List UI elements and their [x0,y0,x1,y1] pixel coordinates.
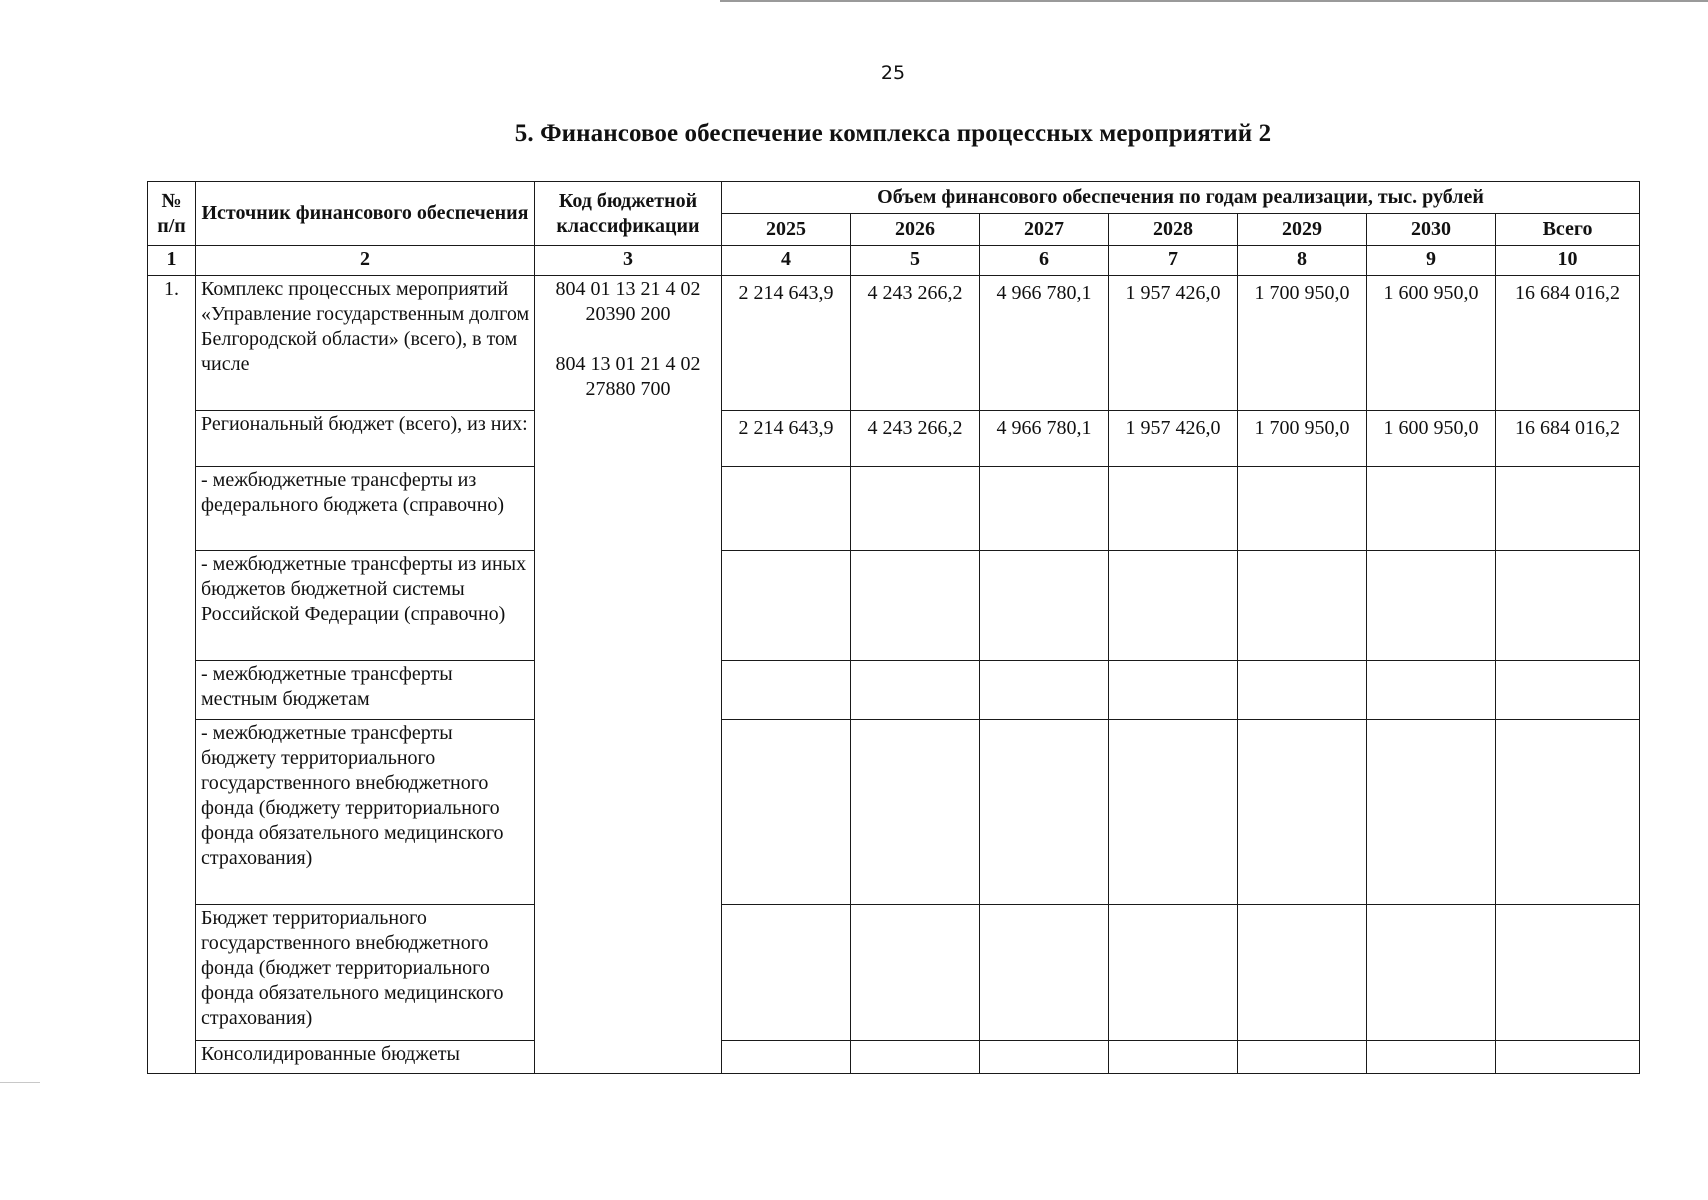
value-cell [1367,467,1496,551]
value-cell [1109,905,1238,1041]
value-cell [1496,661,1640,720]
row-label: Бюджет территориального государственного внебюджетного фонда (бюджет территориального фонда обязательного медицинского страхования) [196,905,535,1041]
budget-code: 27880 700 [585,378,671,400]
header-year-2027: 2027 [980,214,1109,246]
value-cell [722,1041,851,1074]
value-cell: 2 214 643,9 [722,411,851,467]
table-row [148,1041,1640,1074]
code-spacer [538,327,718,352]
value-cell [980,661,1109,720]
value-cell [722,661,851,720]
value-cell [1238,1041,1367,1074]
table-row [148,411,1640,467]
column-number: 2 [196,246,535,276]
header-source: Источник финансового обеспечения [196,182,535,246]
value-cell [1496,467,1640,551]
value-cell [851,1041,980,1074]
column-number-row [148,246,1640,276]
value-cell [980,1041,1109,1074]
value-cell: 1 600 950,0 [1367,411,1496,467]
header-year-2026: 2026 [851,214,980,246]
row-label: Комплекс процессных мероприятий «Управление государственным долгом Белгородской области» (всего), в том числе [196,276,535,411]
value-cell [1496,1041,1640,1074]
value-cell [851,661,980,720]
value-cell [1367,551,1496,661]
table-row [148,661,1640,720]
table-row [148,905,1640,1041]
value-cell [980,467,1109,551]
value-cell [980,551,1109,661]
table-row [148,276,1640,411]
value-cell [1367,720,1496,905]
value-cell [1367,905,1496,1041]
value-cell: 4 243 266,2 [851,276,980,411]
value-cell: 1 700 950,0 [1238,276,1367,411]
value-cell [1367,661,1496,720]
column-number: 7 [1109,246,1238,276]
value-cell: 4 966 780,1 [980,276,1109,411]
budget-code: 804 01 13 21 4 02 [555,278,701,300]
value-cell [1238,720,1367,905]
header-year-2025: 2025 [722,214,851,246]
value-cell [1496,905,1640,1041]
column-number: 10 [1496,246,1640,276]
header-volume: Объем финансового обеспечения по годам реализации, тыс. рублей [722,182,1640,214]
value-cell [1496,551,1640,661]
row-number: 1. [148,276,196,1074]
value-cell [722,905,851,1041]
value-cell: 1 957 426,0 [1109,411,1238,467]
header-year-2030: 2030 [1367,214,1496,246]
row-label: - межбюджетные трансферты из федерального бюджета (справочно) [196,467,535,551]
column-number: 1 [148,246,196,276]
header-num: № п/п [148,182,196,246]
value-cell: 1 957 426,0 [1109,276,1238,411]
column-number: 6 [980,246,1109,276]
value-cell [851,551,980,661]
value-cell [1238,467,1367,551]
table-row [148,467,1640,551]
row-label: - межбюджетные трансферты бюджету территориального государственного внебюджетного фонда (бюджету территориального фонда обязательного медицинского страхования) [196,720,535,905]
value-cell: 2 214 643,9 [722,276,851,411]
column-number: 3 [535,246,722,276]
value-cell [1109,551,1238,661]
page-number: 25 [880,62,906,84]
value-cell: 1 600 950,0 [1367,276,1496,411]
value-cell [1109,720,1238,905]
value-cell [1367,1041,1496,1074]
table-row [148,551,1640,661]
value-cell [1496,720,1640,905]
header-code: Код бюджетной классификации [535,182,722,246]
value-cell: 4 243 266,2 [851,411,980,467]
value-cell: 16 684 016,2 [1496,411,1640,467]
value-cell [722,720,851,905]
value-cell [1238,905,1367,1041]
budget-code: 20390 200 [585,303,671,325]
left-scan-mark [0,1082,40,1083]
header-year-2028: 2028 [1109,214,1238,246]
top-scan-rule [720,0,1708,2]
column-number: 4 [722,246,851,276]
row-label: Консолидированные бюджеты [196,1041,535,1074]
table-row [148,720,1640,905]
value-cell [722,551,851,661]
budget-code: 804 13 01 21 4 02 [555,353,701,375]
value-cell [722,467,851,551]
value-cell [1238,551,1367,661]
row-label: - межбюджетные трансферты из иных бюджетов бюджетной системы Российской Федерации (справочно) [196,551,535,661]
value-cell [980,905,1109,1041]
value-cell [1109,661,1238,720]
financing-table [147,181,1640,1074]
header-total: Всего [1496,214,1640,246]
value-cell [1238,661,1367,720]
header-row-1 [148,182,1640,214]
value-cell [1109,1041,1238,1074]
row-label: - межбюджетные трансферты местным бюджетам [196,661,535,720]
value-cell: 16 684 016,2 [1496,276,1640,411]
page-title: 5. Финансовое обеспечение комплекса процессных мероприятий 2 [514,120,1272,147]
value-cell [1109,467,1238,551]
value-cell: 4 966 780,1 [980,411,1109,467]
row-label: Региональный бюджет (всего), из них: [196,411,535,467]
value-cell [851,720,980,905]
value-cell [980,720,1109,905]
header-year-2029: 2029 [1238,214,1367,246]
value-cell [851,467,980,551]
column-number: 9 [1367,246,1496,276]
column-number: 8 [1238,246,1367,276]
value-cell: 1 700 950,0 [1238,411,1367,467]
budget-code-cell [535,276,722,1074]
column-number: 5 [851,246,980,276]
value-cell [851,905,980,1041]
